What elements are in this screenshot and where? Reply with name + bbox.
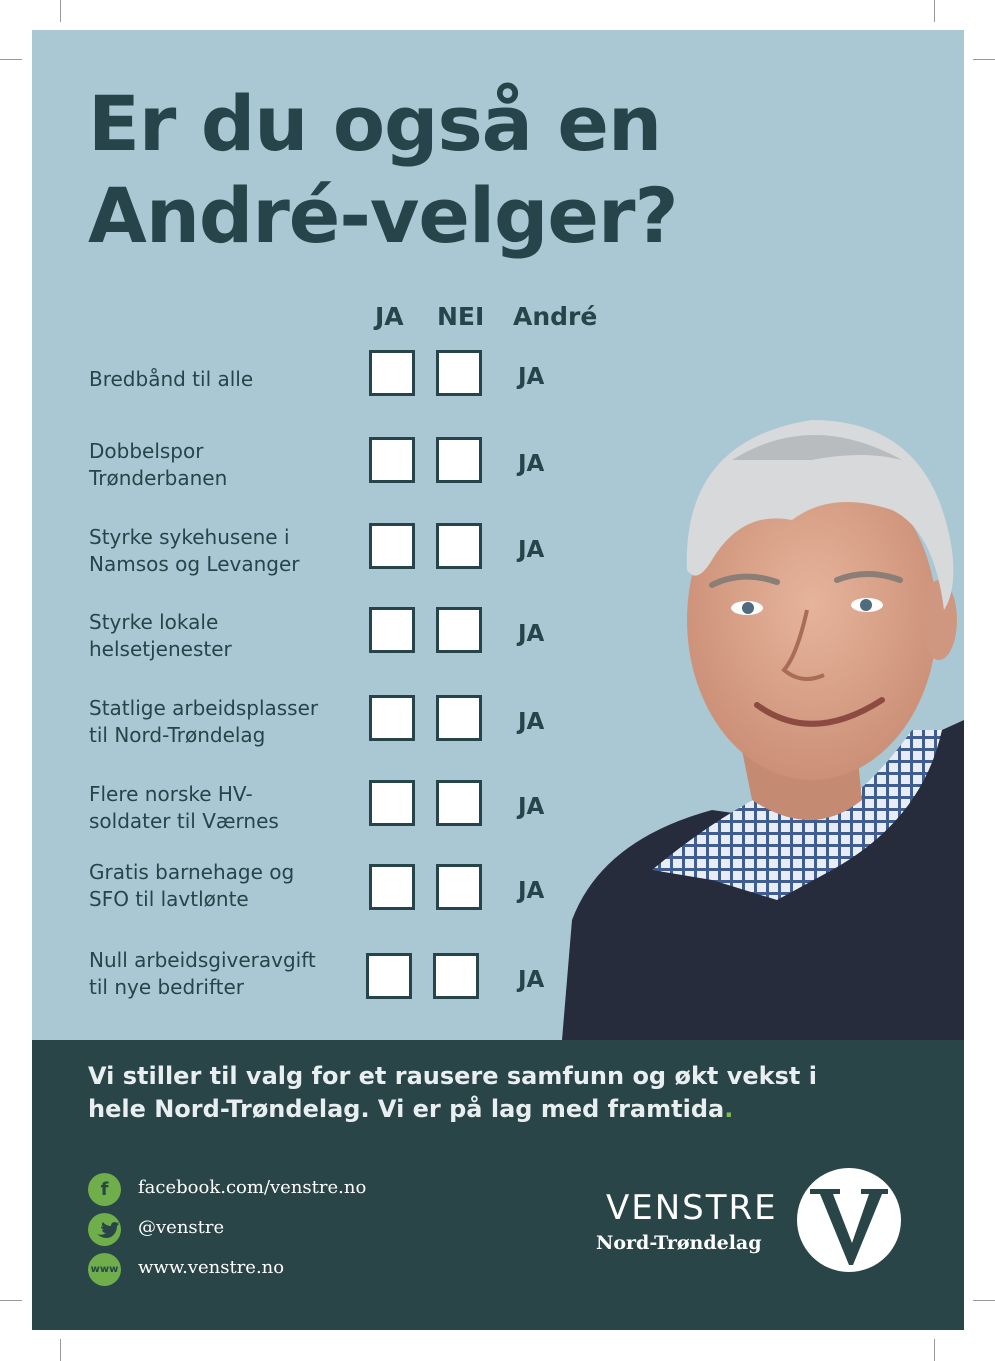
question-line-1: Bredbånd til alle [89,367,254,391]
question-line-2: Namsos og Levanger [89,552,300,576]
twitter-bird-icon [88,1213,121,1246]
headline-line-2: André-velger? [88,171,678,260]
tagline [88,1060,888,1126]
candidate-portrait [562,400,964,1040]
question-label [89,366,369,393]
yes-checkbox[interactable] [369,437,415,483]
website-link[interactable]: www.venstre.no [138,1257,285,1278]
question-label [89,859,369,913]
question-label [89,524,369,578]
candidate-answer: JA [518,537,545,563]
yes-checkbox[interactable] [369,607,415,653]
no-checkbox[interactable] [433,953,479,999]
twitter-handle[interactable]: @venstre [138,1217,225,1238]
brand-region: Nord-Trøndelag [596,1232,762,1254]
candidate-answer: JA [518,364,545,390]
crop-mark [0,1300,22,1301]
candidate-answer: JA [518,709,545,735]
yes-checkbox[interactable] [369,350,415,396]
column-header-candidate: André [513,302,598,331]
crop-mark [973,59,995,60]
question-line-2: SFO til lavtlønte [89,887,249,911]
facebook-icon: f [88,1173,121,1206]
facebook-link[interactable]: facebook.com/venstre.no [138,1177,367,1198]
yes-checkbox[interactable] [369,695,415,741]
candidate-answer: JA [518,878,545,904]
flyer [32,30,964,1330]
question-line-1: Dobbelspor [89,439,204,463]
tagline-line-2: hele Nord-Trøndelag. Vi er på lag med framtida [88,1095,725,1123]
column-header-yes: JA [375,302,404,331]
twitter-icon [88,1213,121,1246]
tagline-line-1: Vi stiller til valg for et rausere samfunn og økt vekst i [88,1062,817,1090]
no-checkbox[interactable] [436,780,482,826]
question-line-1: Flere norske HV- [89,782,253,806]
question-line-2: helsetjenester [89,637,232,661]
question-line-1: Statlige arbeidsplasser [89,696,319,720]
question-line-2: soldater til Værnes [89,809,279,833]
question-line-1: Null arbeidsgiveravgift [89,948,316,972]
headline-line-1: Er du også en [88,79,662,168]
crop-mark [934,0,935,22]
yes-checkbox[interactable] [369,523,415,569]
crop-mark [934,1339,935,1361]
footer-band [32,1040,964,1330]
crop-mark [0,59,22,60]
yes-checkbox[interactable] [369,780,415,826]
candidate-answer: JA [518,967,545,993]
question-line-2: til nye bedrifter [89,975,245,999]
question-label [89,695,369,749]
candidate-answer: JA [518,621,545,647]
headline [88,78,848,262]
column-header-no: NEI [437,302,485,331]
no-checkbox[interactable] [436,607,482,653]
crop-mark [973,1300,995,1301]
question-line-2: Trønderbanen [89,466,228,490]
question-line-1: Styrke sykehusene i [89,525,290,549]
yes-checkbox[interactable] [369,864,415,910]
venstre-logo [796,1167,902,1273]
question-line-1: Styrke lokale [89,610,219,634]
question-line-1: Gratis barnehage og [89,860,295,884]
no-checkbox[interactable] [436,437,482,483]
yes-checkbox[interactable] [366,953,412,999]
brand-name: VENSTRE [606,1188,778,1228]
crop-mark [60,1339,61,1361]
www-icon: www [88,1253,121,1286]
crop-mark [60,0,61,22]
question-line-2: til Nord-Trøndelag [89,723,266,747]
candidate-answer: JA [518,794,545,820]
candidate-answer: JA [518,451,545,477]
no-checkbox[interactable] [436,864,482,910]
tagline-dot: . [724,1095,734,1123]
question-label [89,781,369,835]
question-label [89,947,369,1001]
no-checkbox[interactable] [436,523,482,569]
no-checkbox[interactable] [436,695,482,741]
question-label [89,609,369,663]
question-label [89,438,369,492]
no-checkbox[interactable] [436,350,482,396]
